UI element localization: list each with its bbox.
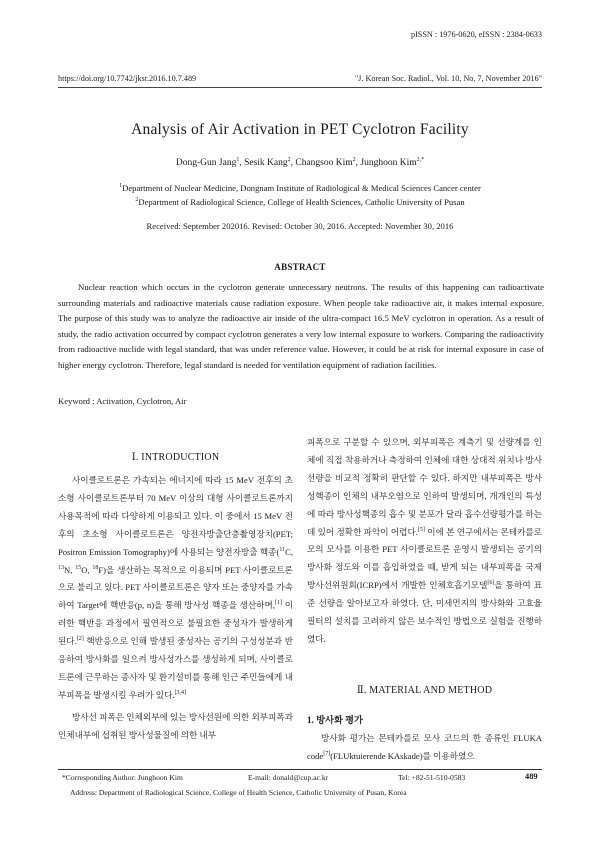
- isotope-mass: 11: [279, 546, 286, 553]
- section-heading-introduction: Ⅰ. INTRODUCTION: [131, 452, 220, 463]
- text-run: 방사화 평가는 몬테카를로 모사 코드의 한 종류인 FLUKA code: [307, 733, 542, 761]
- text-run: 이러한 핵반응 과정에서 필연적으로 불필요한 중성자가 발생하게 된다.: [58, 600, 293, 647]
- isotope-mass: 15: [75, 564, 82, 571]
- subsection-heading: 1. 방사화 평가: [307, 715, 363, 725]
- abstract-heading: ABSTRACT: [274, 262, 326, 272]
- footer-rule: [58, 769, 542, 770]
- text-run: 핵반응으로 인해 발생된 중성자는 공기의 구성성분과 반응하여 방사화를 일으켜 방사성가스를 생성하게 되며, 사이클로트론에 근무하는 종사자 및 환기설비를 통해 인근 주민들에게 내부피폭을 발생시킬 우려가 있다.: [58, 636, 293, 700]
- text-run: C,: [285, 546, 293, 557]
- header-rule: [58, 87, 542, 88]
- affiliation-text: Department of Radiological Science, College of Health Sciences, Catholic University of Pusan: [138, 197, 465, 207]
- text-run: 을 통하여 표준 선량을 알아보고자 하였다. 단, 미세먼지의 방사화와 고효율필터의 설치를 고려하지 않은 보수적인 방법으로 실험을 진행하였다.: [307, 580, 542, 644]
- citation[interactable]: [6]: [487, 580, 495, 587]
- affiliation-text: Department of Nuclear Medicine, Dongnam Institute of Radiological & Medical Sciences Cancer center: [122, 183, 481, 193]
- affiliation-1: [0, 183, 600, 193]
- text-run: 이에 본 연구에서는 몬테카를로 모의 모사를 이용한 PET 사이클로트론 운영시 발생되는 공기의 방사화 정도와 이를 흡입하였을 때, 받게 되는 내부피폭을 국제방사선위원회(ICRP)에서 개발한 인체호흡기모델: [307, 526, 542, 591]
- isotope-mass: 18: [92, 564, 99, 571]
- address: Address: Department of Radiological Science, College of Health Science, Catholic University of Pusan, Korea: [70, 788, 407, 797]
- issn-line: pISSN : 1976-0620, eISSN : 2384-0633: [410, 30, 542, 39]
- author-sup: 2: [352, 156, 356, 163]
- text-run: O,: [81, 564, 93, 575]
- section-heading-method: Ⅱ. MATERIAL AND METHOD: [356, 685, 493, 696]
- keywords: Keyword : Activation, Cyclotron, Air: [58, 396, 187, 406]
- abstract-text: Nuclear reaction which occurs in the cyclotron generate unnecessary neutrons. The results of this happening can radioactivate surrounding materials and radioactive materials cause radiation exposure. When people take radioactive air, it makes internal exposure. The purpose of this study was to analyze the radioactive air inside of the ultra-compact 16.5 MeV cyclotron in operation. As a result of study, the radio activation occurred by compact cyclotron generates a very low internal exposure to workers. Comparing the radioactivity from radioactive nuclide with legal standard, that was under reference value. However, it could be at risk for internal exposure in case of higher energy cyclotron. Therefore, legal standard is needed for ventilation equipment of radiation facilities.: [58, 282, 544, 370]
- author-sup: 2,*: [416, 156, 425, 163]
- email[interactable]: E-mail: donald@cup.ac.kr: [248, 773, 329, 782]
- journal-citation: "J. Korean Soc. Radiol., Vol. 10, No. 7, November 2016": [354, 74, 542, 83]
- text-run: N,: [64, 564, 76, 575]
- text-run: (FLUktuierende KAskade)를 이용하였으: [330, 750, 475, 761]
- author-name: Dong-Gun Jang: [175, 158, 237, 168]
- text-run: F)을 생산하는 목적으로 이용되며 PET 사이클로트론으로 불리고 있다. PET 사이클로트론은 양자 또는 중양자를 가속하여 Target에 핵반응(p, n)을 통해 방사성 핵종을 생산하며,: [58, 564, 293, 611]
- left-column-body: [58, 472, 293, 745]
- author-sup: 1: [236, 156, 240, 163]
- author-name: Changsoo Kim: [295, 158, 353, 168]
- submission-dates: Received: September 202016. Revised: October 30, 2016. Accepted: November 30, 2016: [146, 221, 454, 231]
- page-number: 489: [525, 772, 538, 781]
- affiliation-sup: 1: [119, 183, 123, 190]
- citation[interactable]: [2]: [76, 636, 84, 643]
- paper-title: Analysis of Air Activation in PET Cyclotron Facility: [131, 121, 469, 138]
- method-paragraph: [307, 730, 542, 766]
- text-run: 피폭으로 구분할 수 있으며, 외부피폭은 계측기 및 선량계를 인체에 직접 착용하거나 측정하여 인체에 대한 상대적 위치나 방사선량을 비교적 정확히 판단할 수 있다. 하지만 내부피폭은 방사성핵종이 인체의 내부오염으로 인하여 발생되며, 개개인의 특성에 따라 방사성핵종의 흡수 및 분포가 달라 흡수선량평가를 하는데 있어 정확한 파악이 어렵다.: [307, 437, 542, 537]
- doi-link[interactable]: https://doi.org/10.7742/jksr.2016.10.7.489: [58, 74, 197, 83]
- isotope-mass: 13: [58, 564, 64, 571]
- text-run: 사이클로트론은 가속되는 에너지에 따라 15 MeV 전후의 초소형 사이클로트론부터 70 MeV 이상의 대형 사이클로트론까지 사용목적에 따라 다양하게 이용되고 있다. 이 중에서 15 MeV 전후의 초소형 사이클로트론은 양전자방출단층촬영장치(PET; Positron Emission Tomography)에 사용되는 양전자방출 핵종(: [58, 475, 293, 557]
- corresponding-author: *Corresponding Author: Junghoon Kim: [62, 773, 183, 782]
- affiliation-sup: 2: [135, 197, 139, 204]
- author-list: Dong-Gun Jang$^1$, Sesik Kang$^2$, Changsoo Kim$^2$, Junghoon Kim$^{2,*}$: [175, 156, 425, 168]
- paragraph: [307, 434, 542, 649]
- citation[interactable]: [3,4]: [174, 690, 187, 697]
- citation[interactable]: [5]: [417, 526, 425, 533]
- citation[interactable]: [7]: [323, 751, 331, 758]
- author-sup: 2: [287, 156, 291, 163]
- author-name: Sesik Kang: [244, 158, 288, 168]
- right-column-body: [307, 434, 542, 649]
- author-name: Junghoon Kim: [360, 158, 417, 168]
- paragraph: [58, 472, 293, 705]
- citation[interactable]: [1]: [274, 600, 282, 607]
- paragraph: 방사선 피폭은 인체외부에 있는 방사선원에 의한 외부피폭과 인체내부에 섭취된 방사성물질에 의한 내부: [58, 711, 293, 740]
- paragraph: [307, 730, 542, 766]
- affiliation-2: [0, 197, 600, 207]
- telephone: Tel: +82-51-510-0583: [398, 773, 466, 782]
